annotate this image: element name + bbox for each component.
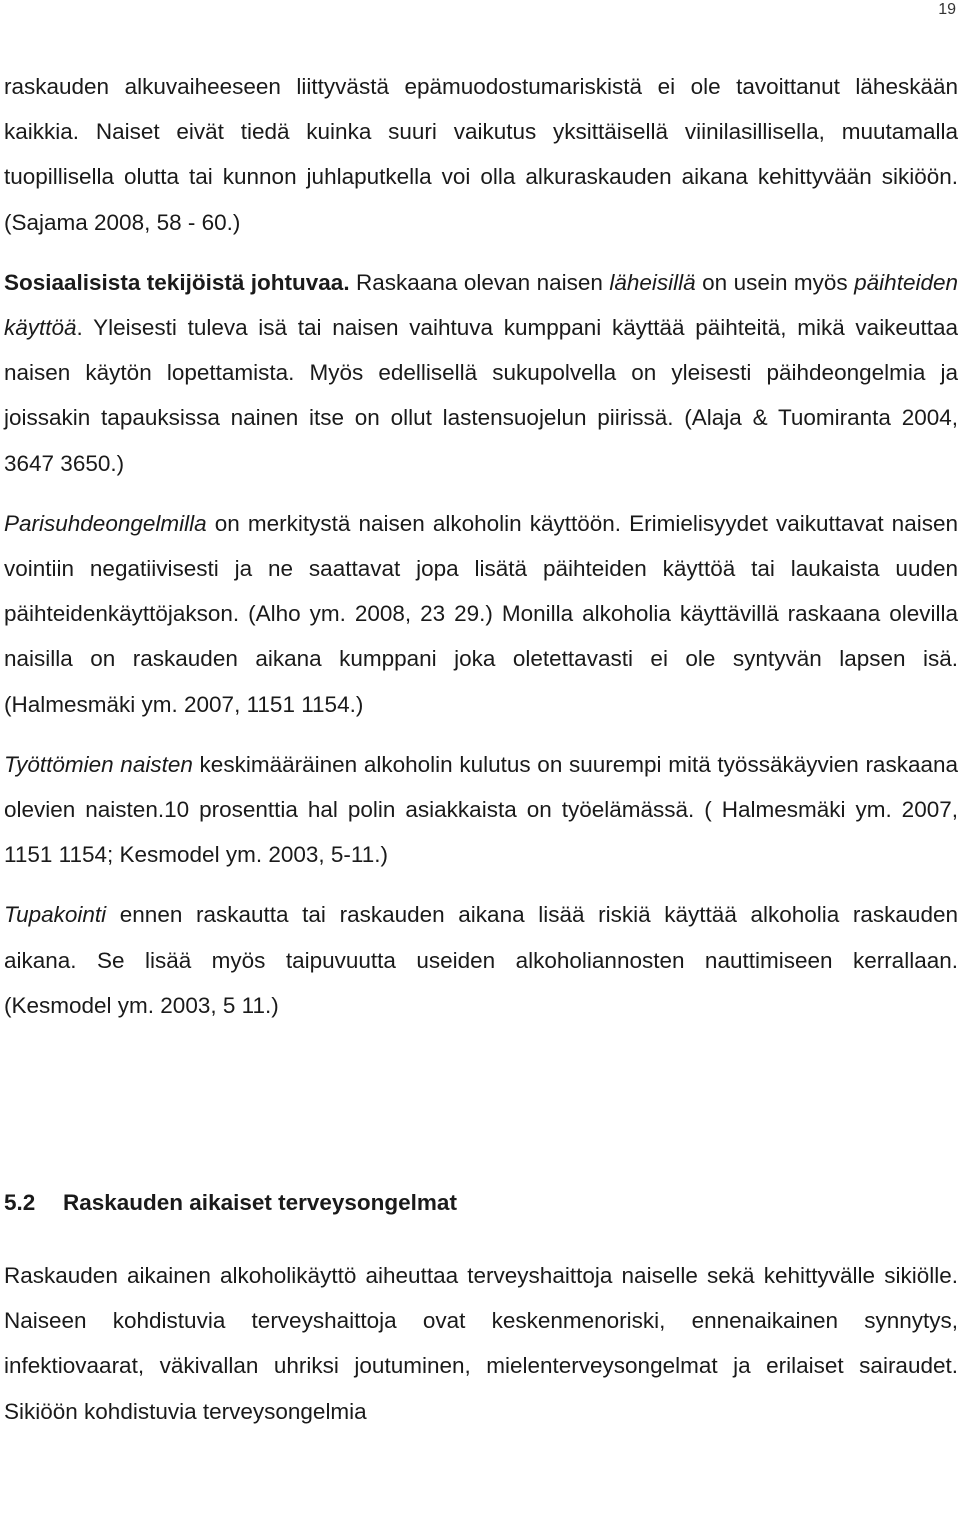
italic-term: Parisuhdeongelmilla — [4, 510, 207, 536]
bold-lead: Sosiaalisista tekijöistä johtuvaa. — [4, 269, 350, 295]
italic-term: Tupakointi — [4, 902, 107, 928]
text-run: keskimääräinen alkoholin kulutus on suurempi mitä työssäkäyvien raskaana olevien naisten.10 prosenttia hal polin asiakkaista on työelämässä. ( Halmesmäki ym. 2007, 1151 1154; Kesmodel ym. 2003, 5-11.) — [4, 751, 958, 868]
paragraph-parisuhdeongelmat — [4, 501, 958, 727]
text-run: ennen raskautta tai raskauden aikana lisää riskiä käyttää alkoholia raskauden aikana. Se lisää myös taipuvuutta useiden alkoholiannosten nauttimiseen kerrallaan. (Kesmodel ym. 2003, 5 11.) — [4, 902, 958, 1018]
section-number: 5.2 — [4, 1190, 36, 1216]
paragraph-tyottomat-naiset — [4, 742, 958, 878]
section-title: Raskauden aikaiset terveysongelmat — [63, 1190, 457, 1216]
paragraph-epamuodostumariskit — [4, 64, 958, 245]
section-heading — [4, 1180, 958, 1225]
text-run: on merkitystä naisen alkoholin käyttöön. Erimielisyydet vaikuttavat naisen vointiin negatiivisesti ja ne saattavat jopa lisätä päihteiden käyttöä tai laukaista uuden päihteidenkäyttöjakson. (Alho ym. 2008, 23 29.) Monilla alkoholia käyttävillä raskaana olevilla naisilla on raskauden aikana kumppani joka oletettavasti ei ole syntyvän lapsen isä. (Halmesmäki ym. 2007, 1151 1154.) — [4, 510, 958, 717]
text-run: Raskaana olevan naisen — [349, 269, 610, 295]
text-run: . Yleisesti tuleva isä tai naisen vaihtuva kumppani käyttää päihteitä, mikä vaikeuttaa naisen käytön lopettamista. Myös edellisellä sukupolvella on yleisesti päihdeongelmia ja joissakin tapauksissa nainen itse on ollut lastensuojelun piirissä. (Alaja & Tuomiranta 2004, 3647 3650.) — [4, 315, 958, 476]
paragraph-sosiaaliset-tekijat — [4, 260, 958, 486]
paragraph-tupakointi — [4, 892, 958, 1028]
paragraph-terveyshaitat — [4, 1253, 958, 1434]
document-body — [4, 64, 958, 1434]
italic-term: läheisillä — [609, 269, 696, 295]
page-number: 19 — [938, 1, 956, 18]
paragraph-text: raskauden alkuvaiheeseen liittyvästä epämuodostumariskistä ei ole tavoittanut läheskään kaikkia. Naiset eivät tiedä kuinka suuri vaikutus yksittäisellä viinilasillisella, muutamalla tuopillisella olutta tai kunnon juhlaputkella voi olla alkuraskauden aikana kehittyvään sikiöön. (Sajama 2008, 58 - 60.) — [4, 74, 958, 235]
paragraph-text: Raskauden aikainen alkoholikäyttö aiheuttaa terveyshaittoja naiselle sekä kehittyvälle sikiölle. Naiseen kohdistuvia terveyshaittoja ovat keskenmenoriski, ennenaikainen synnytys, infektiovaarat, väkivallan uhriksi joutuminen, mielenterveysongelmat ja erilaiset sairaudet. Sikiöön kohdistuvia terveysongelmia — [4, 1263, 958, 1424]
text-run: on usein myös — [695, 269, 855, 295]
italic-term: Työttömien naisten — [4, 751, 193, 777]
italic-term: päihteiden käyttöä — [4, 269, 958, 341]
